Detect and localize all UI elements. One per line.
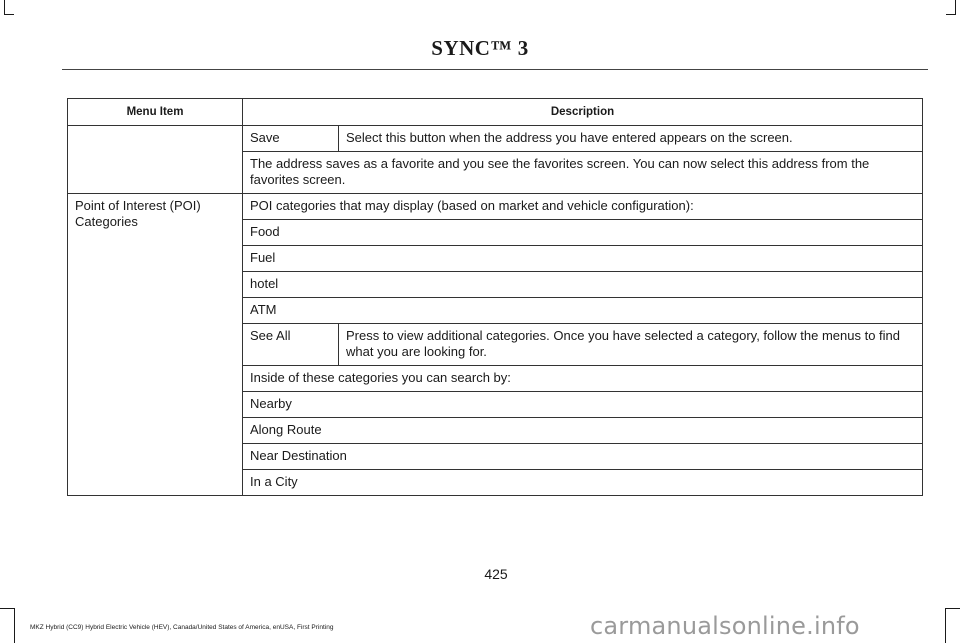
watermark: carmanualsonline.info bbox=[590, 612, 860, 640]
search-nearby: Nearby bbox=[243, 392, 923, 418]
page-header-title: SYNC™ 3 bbox=[431, 36, 529, 60]
crop-mark-top-right-h bbox=[946, 14, 956, 15]
option-term-see-all: See All bbox=[243, 324, 339, 366]
crop-mark-bottom-right-h bbox=[945, 608, 960, 609]
table-row bbox=[68, 194, 923, 220]
menu-item-cell-empty bbox=[68, 126, 243, 194]
search-near-destination: Near Destination bbox=[243, 444, 923, 470]
crop-mark-top-left-h bbox=[4, 14, 14, 15]
category-atm: ATM bbox=[243, 298, 923, 324]
table-header-row bbox=[68, 99, 923, 126]
page-number: 425 bbox=[484, 566, 508, 582]
crop-mark-bottom-left-v bbox=[14, 608, 15, 643]
option-desc-see-all: Press to view additional categories. Once you have selected a category, follow the menus to find what you are looking for. bbox=[339, 324, 923, 366]
table-row bbox=[68, 126, 923, 152]
crop-mark-top-right-v bbox=[955, 0, 956, 14]
menu-item-table bbox=[67, 98, 923, 496]
poi-intro: POI categories that may display (based on market and vehicle configuration): bbox=[243, 194, 923, 220]
crop-mark-bottom-left-h bbox=[0, 608, 14, 609]
option-term-save: Save bbox=[243, 126, 339, 152]
crop-mark-top-left-v bbox=[4, 0, 5, 14]
menu-item-poi-categories: Point of Interest (POI) Categories bbox=[68, 194, 243, 496]
category-food: Food bbox=[243, 220, 923, 246]
vehicle-footer-text: MKZ Hybrid (CC9) Hybrid Electric Vehicle (HEV), Canada/United States of America, enUSA, First Printing bbox=[30, 624, 334, 631]
search-along-route: Along Route bbox=[243, 418, 923, 444]
category-hotel: hotel bbox=[243, 272, 923, 298]
save-note: The address saves as a favorite and you see the favorites screen. You can now select this address from the favorites screen. bbox=[243, 152, 923, 194]
search-in-a-city: In a City bbox=[243, 470, 923, 496]
search-intro: Inside of these categories you can search by: bbox=[243, 366, 923, 392]
category-fuel: Fuel bbox=[243, 246, 923, 272]
crop-mark-bottom-right-v bbox=[945, 608, 946, 643]
option-desc-save: Select this button when the address you have entered appears on the screen. bbox=[339, 126, 923, 152]
header-divider bbox=[62, 69, 928, 70]
column-header-menu-item: Menu Item bbox=[68, 99, 243, 126]
column-header-description: Description bbox=[243, 99, 923, 126]
